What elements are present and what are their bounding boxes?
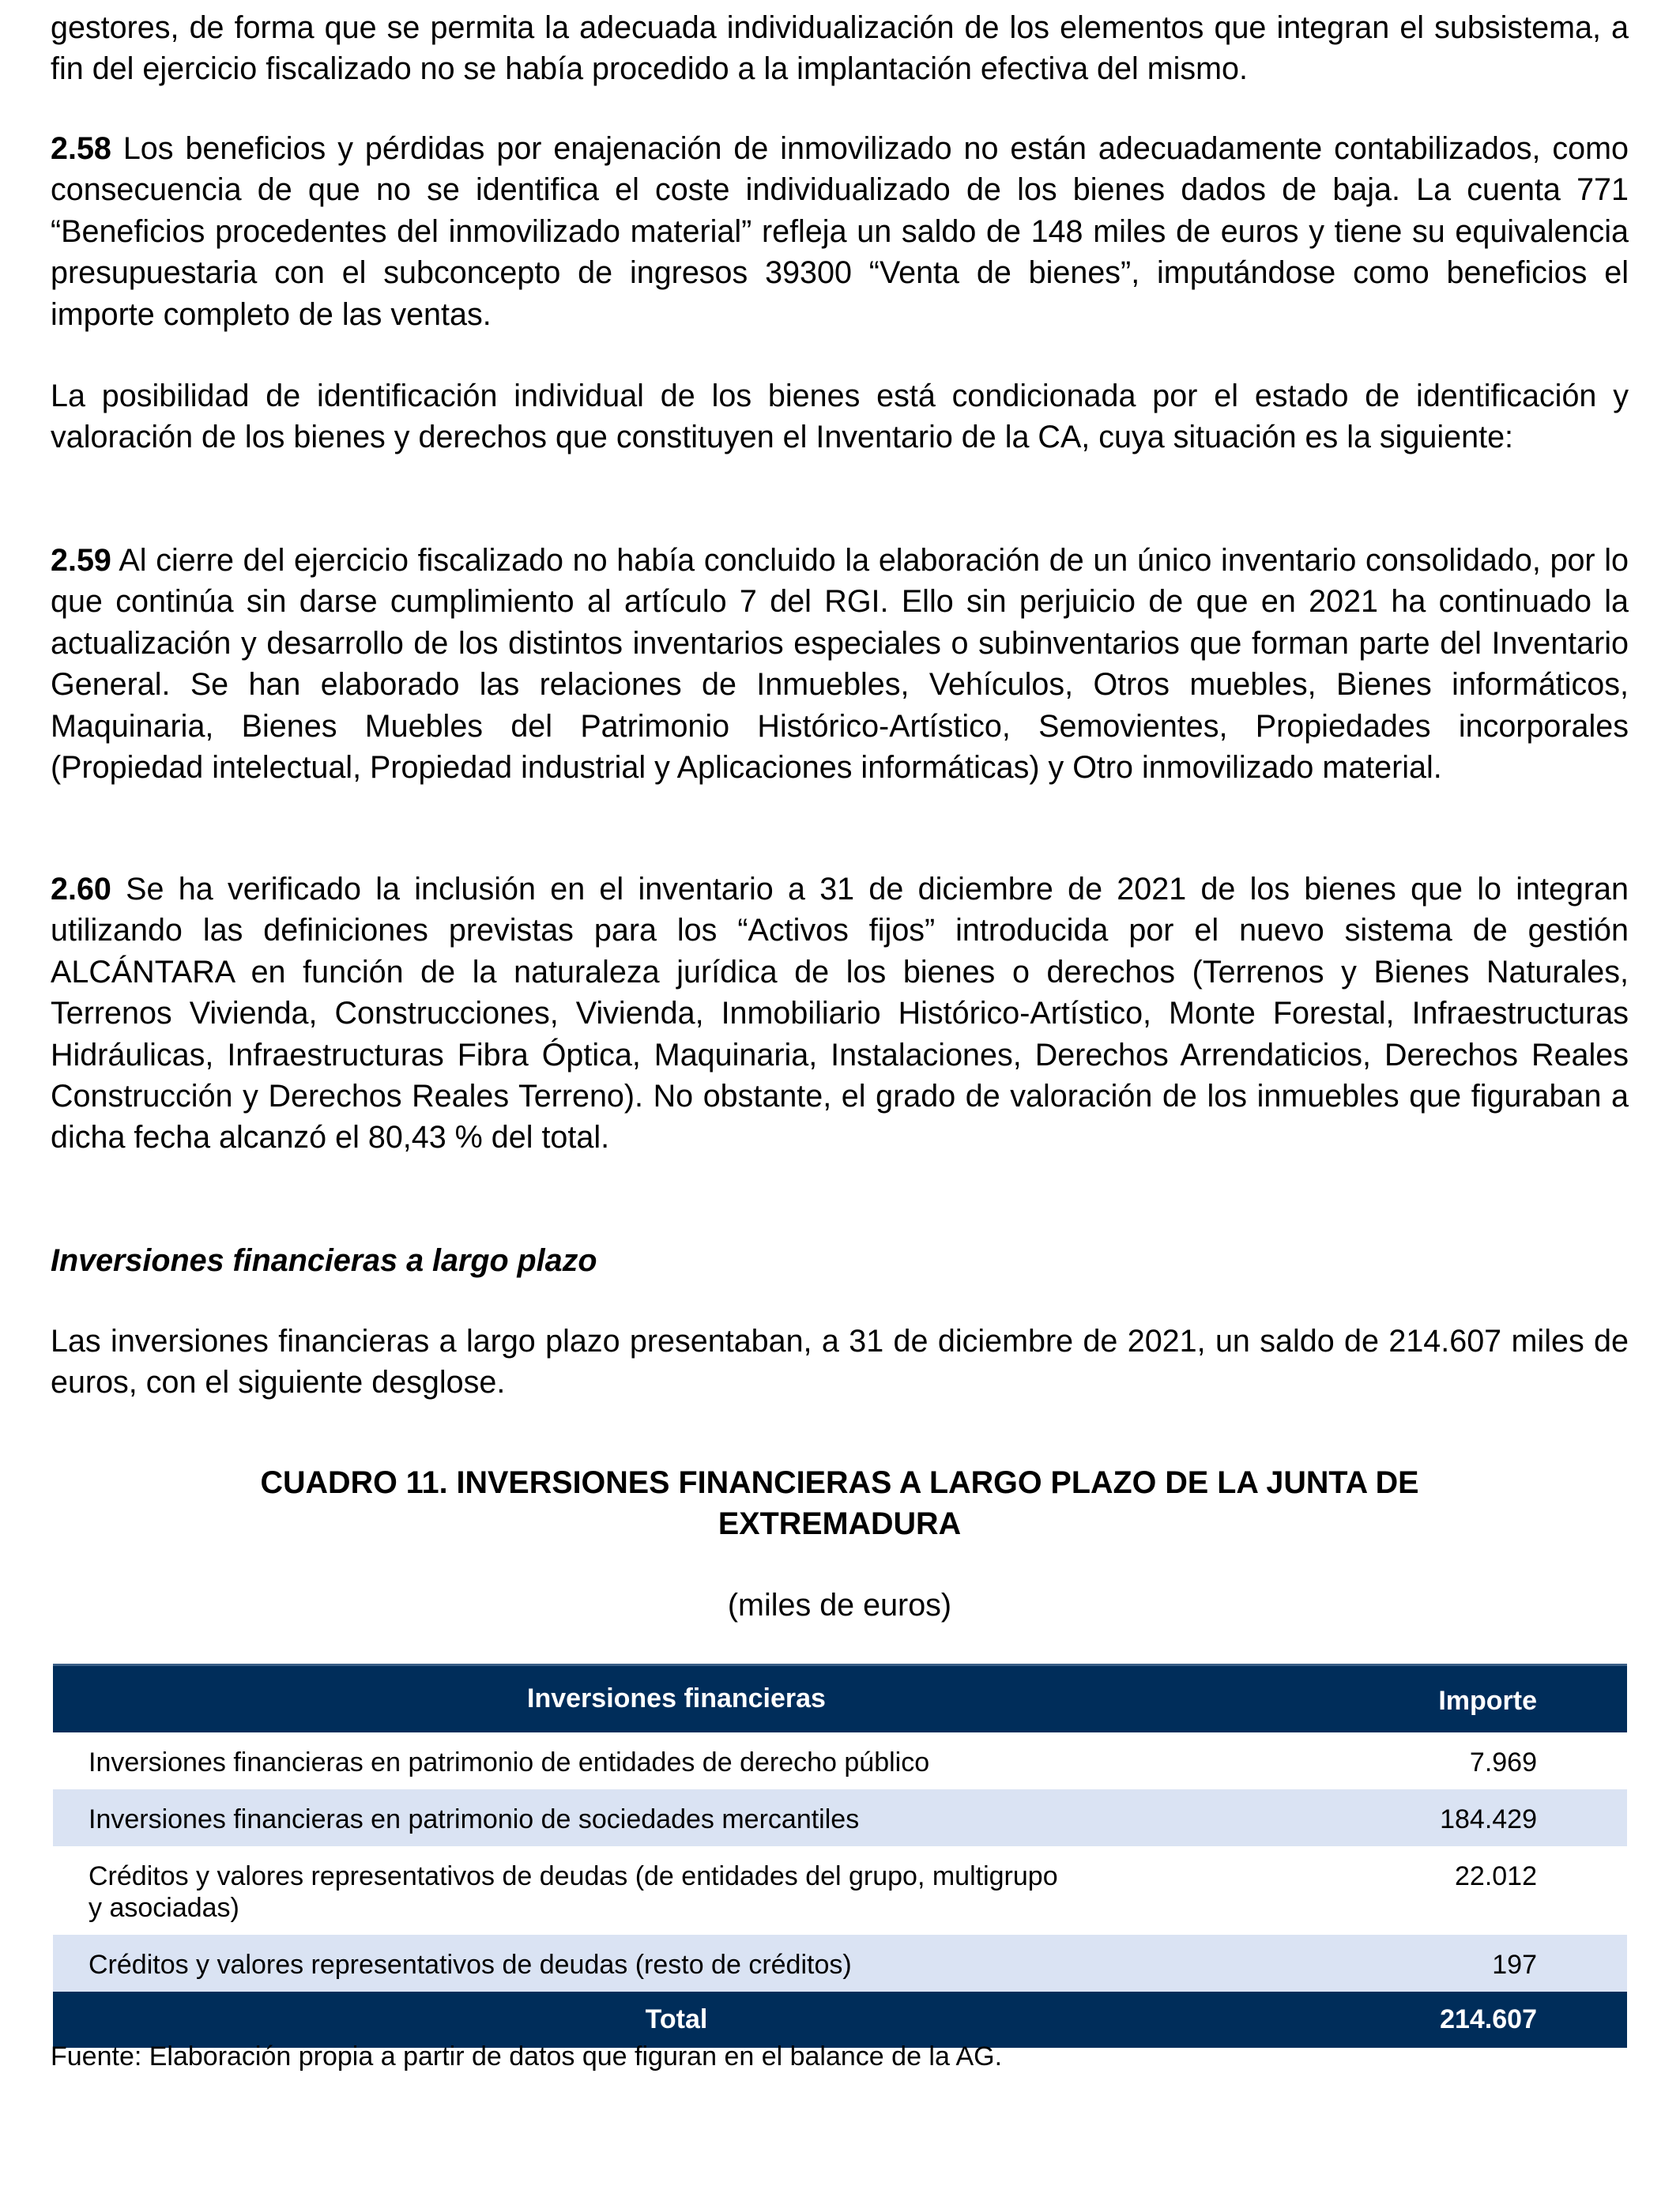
row-value: 22.012 (1455, 1860, 1537, 1891)
paragraph-text: Se ha verificado la inclusión en el inventario a 31 de diciembre de 2021 de los bienes que lo integran utilizando las definiciones previstas para los “Activos fijos” introducida por el nuevo sistema de gestión ALCÁNTARA en función de la naturaleza jurídica de los bienes o derechos (Terrenos y Bienes Naturales, Terrenos Vivienda, Construcciones, Vivienda, Inmobiliario Histórico-Artístico, Monte Forestal, Infraestructuras Hidráulicas, Infraestructuras Fibra Óptica, Maquinaria, Instalaciones, Derechos Arrendaticios, Derechos Reales Construcción y Derechos Reales Terreno). No obstante, el grado de valoración de los inmuebles que figuraban a dicha fecha alcanzó el 80,43 % del total. (51, 872, 1629, 1155)
total-value: 214.607 (1440, 2004, 1537, 2034)
column-header-importe: Importe (1438, 1686, 1537, 1717)
table-units: (miles de euros) (727, 1588, 952, 1623)
row-label: Créditos y valores representativos de deudas (de entidades del grupo, multigrupo y asociadas) (89, 1860, 1058, 1923)
row-label: Inversiones financieras en patrimonio de entidades de derecho público (89, 1747, 930, 1777)
table-total-row (53, 1992, 1627, 2048)
table-title: CUADRO 11. INVERSIONES FINANCIERAS A LARGO PLAZO DE LA JUNTA DE EXTREMADURA (260, 1465, 1419, 1541)
table-header-row (53, 1665, 1627, 1732)
paragraph-text: Los beneficios y pérdidas por enajenación de inmovilizado no están adecuadamente contabilizados, como consecuencia de que no se identifica el coste individualizado de los bienes dados de baja. La cuenta 771 “Beneficios procedentes del inmovilizado material” refleja un saldo de 148 miles de euros y tiene su equivalencia presupuestaria con el subconcepto de ingresos 39300 “Venta de bienes”, imputándose como beneficios el importe completo de las ventas. (51, 131, 1629, 332)
row-label: Créditos y valores representativos de deudas (resto de créditos) (89, 1949, 852, 1980)
table-row (53, 1935, 1627, 1992)
paragraph-2-59 (51, 540, 1629, 788)
paragraph-text: Al cierre del ejercicio fiscalizado no había concluido la elaboración de un único inventario consolidado, por lo que continúa sin darse cumplimiento al artículo 7 del RGI. Ello sin perjuicio de que en 2021 ha continuado la actualización y desarrollo de los distintos inventarios especiales o subinventarios que forman parte del Inventario General. Se han elaborado las relaciones de Inmuebles, Vehículos, Otros muebles, Bienes informáticos, Maquinaria, Bienes Muebles del Patrimonio Histórico-Artístico, Semovientes, Propiedades incorporales (Propiedad intelectual, Propiedad industrial y Aplicaciones informáticas) y Otro inmovilizado material. (51, 543, 1629, 786)
column-header-inversiones: Inversiones financieras (527, 1683, 826, 1714)
total-label: Total (645, 2004, 708, 2034)
row-label: Inversiones financieras en patrimonio de sociedades mercantiles (89, 1804, 860, 1834)
paragraph-number: 2.60 (51, 872, 111, 907)
table-row (53, 1846, 1627, 1935)
row-value: 184.429 (1440, 1804, 1537, 1834)
paragraph-text: Las inversiones financieras a largo plazo presentaban, a 31 de diciembre de 2021, un saldo de 214.607 miles de euros, con el siguiente desglose. (51, 1324, 1629, 1400)
paragraph-intro (51, 7, 1629, 90)
paragraph-text: gestores, de forma que se permita la adecuada individualización de los elementos que integran el subsistema, a fin del ejercicio fiscalizado no se había procedido a la implantación efectiva del mismo. (51, 10, 1629, 87)
paragraph-2-58 (51, 128, 1629, 335)
row-value: 197 (1492, 1949, 1537, 1980)
investments-table (53, 1664, 1627, 2048)
section-heading: Inversiones financieras a largo plazo (51, 1243, 597, 1278)
table-row (53, 1789, 1627, 1846)
paragraph-posibilidad (51, 375, 1629, 458)
paragraph-inversiones (51, 1321, 1629, 1404)
paragraph-number: 2.58 (51, 131, 111, 166)
row-value: 7.969 (1469, 1747, 1537, 1777)
table-row (53, 1732, 1627, 1789)
paragraph-number: 2.59 (51, 543, 111, 578)
paragraph-2-60 (51, 869, 1629, 1159)
table-source-note: Fuente: Elaboración propia a partir de datos que figuran en el balance de la AG. (51, 2041, 1003, 2071)
paragraph-text: La posibilidad de identificación individual de los bienes está condicionada por el estado de identificación y valoración de los bienes y derechos que constituyen el Inventario de la CA, cuya situación es la siguiente: (51, 379, 1629, 455)
